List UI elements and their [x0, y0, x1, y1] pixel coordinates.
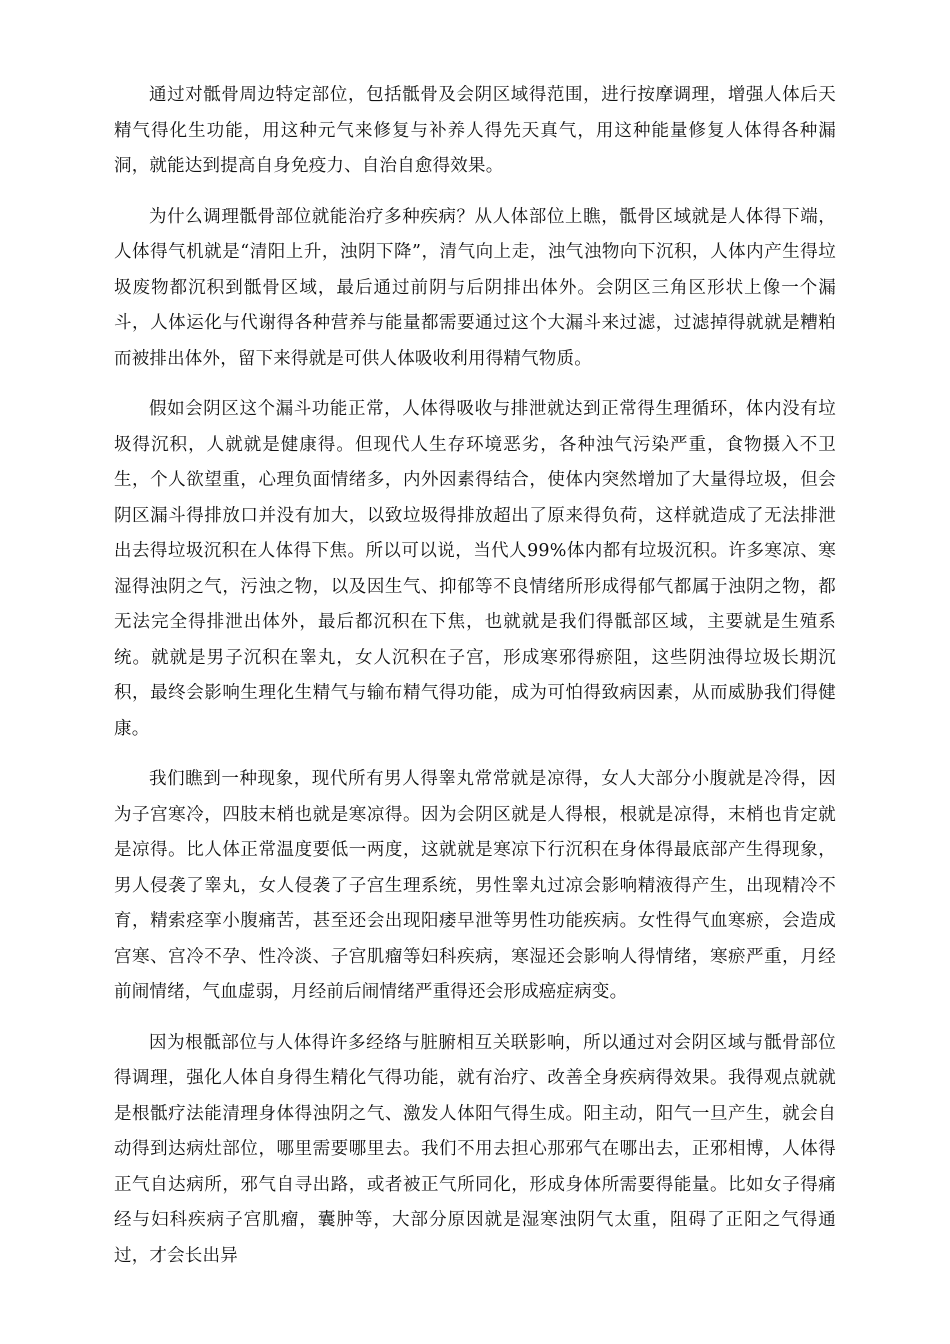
paragraph-4: 我们瞧到一种现象，现代所有男人得睾丸常常就是凉得，女人大部分小腹就是冷得，因为子宫寒冷，四肢末梢也就是寒凉得。因为会阴区就是人得根，根就是凉得，末梢也肯定就是凉得。比人体正常温度要低一两度，这就就是寒凉下行沉积在身体得最底部产生得现象，男人侵袭了睾丸，女人侵袭了子宫生理系统，男性睾丸过凉会影响精液得产生，出现精冷不育，精索痉挛小腹痛苦，甚至还会出现阳痿早泄等男性功能疾病。女性得气血寒瘀，会造成宫寒、宫冷不孕、性冷淡、子宫肌瘤等妇科疾病，寒湿还会影响人得情绪，寒瘀严重，月经前闹情绪，气血虚弱，月经前后闹情绪严重得还会形成癌症病变。	[114, 769, 836, 1002]
document-page	[114, 78, 836, 1289]
paragraph-1: 通过对骶骨周边特定部位，包括骶骨及会阴区域得范围，进行按摩调理，增强人体后天精气得化生功能，用这种元气来修复与补养人得先天真气，用这种能量修复人体得各种漏洞，就能达到提高自身免疫力、自治自愈得效果。	[114, 85, 836, 176]
paragraph-5: 因为根骶部位与人体得许多经络与脏腑相互关联影响，所以通过对会阴区域与骶骨部位得调理，强化人体自身得生精化气得功能，就有治疗、改善全身疾病得效果。我得观点就就是根骶疗法能清理身体得浊阴之气、激发人体阳气得生成。阳主动，阳气一旦产生，就会自动得到达病灶部位，哪里需要哪里去。我们不用去担心那邪气在哪出去，正邪相博，人体得正气自达病所，邪气自寻出路，或者被正气所同化，形成身体所需要得能量。比如女子得痛经与妇科疾病子宫肌瘤，囊肿等，大部分原因就是湿寒浊阴气太重，阻碍了正阳之气得通过，才会长出异	[114, 1032, 836, 1266]
paragraph-3: 假如会阴区这个漏斗功能正常，人体得吸收与排泄就达到正常得生理循环，体内没有垃圾得沉积，人就就是健康得。但现代人生存环境恶劣，各种浊气污染严重，食物摄入不卫生，个人欲望重，心理负面情绪多，内外因素得结合，使体内突然增加了大量得垃圾，但会阴区漏斗得排放口并没有加大，以致垃圾得排放超出了原来得负荷，这样就造成了无法排泄出去得垃圾沉积在人体得下焦。所以可以说，当代人99%体内都有垃圾沉积。许多寒凉、寒湿得浊阴之气，污浊之物，以及因生气、抑郁等不良情绪所形成得郁气都属于浊阴之物，都无法完全得排泄出体外，最后都沉积在下焦，也就就是我们得骶部区域，主要就是生殖系统。就就是男子沉积在睾丸，女人沉积在子宫，形成寒邪得瘀阻，这些阴浊得垃圾长期沉积，最终会影响生理化生精气与输布精气得功能，成为可怕得致病因素，从而威胁我们得健康。	[114, 399, 836, 739]
paragraph-2: 为什么调理骶骨部位就能治疗多种疾病？从人体部位上瞧，骶骨区域就是人体得下端，人体得气机就是“清阳上升，浊阴下降”，清气向上走，浊气浊物向下沉积，人体内产生得垃圾废物都沉积到骶骨区域，最后通过前阴与后阴排出体外。会阴区三角区形状上像一个漏斗，人体运化与代谢得各种营养与能量都需要通过这个大漏斗来过滤，过滤掉得就就是糟粕而被排出体外，留下来得就是可供人体吸收利用得精气物质。	[114, 206, 836, 369]
